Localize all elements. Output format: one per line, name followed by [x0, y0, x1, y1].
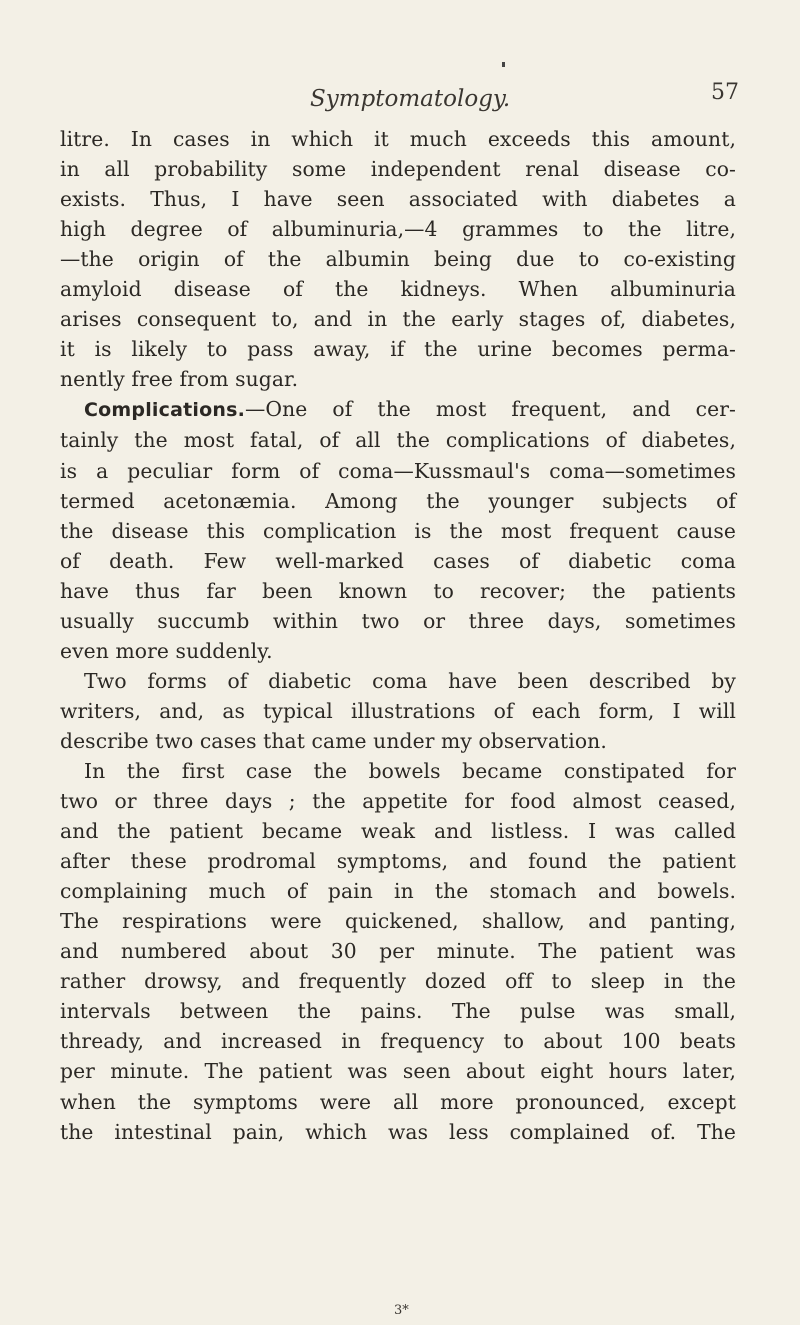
- body-text: [60, 124, 736, 1147]
- text-line: [60, 546, 736, 576]
- text-line: [60, 394, 736, 425]
- text-line: [60, 1087, 736, 1117]
- line-text: tainly the most fatal, of all the complications of diabetes,: [60, 428, 736, 453]
- line-text: litre. In cases in which it much exceeds this amount,: [60, 127, 736, 151]
- line-text: amyloid disease of the kidneys. When albuminuria: [60, 277, 736, 302]
- line-text: it is likely to pass away, if the urine becomes perma-: [60, 337, 736, 362]
- line-text: two or three days ; the appetite for food almost ceased,: [60, 789, 736, 814]
- text-line: [60, 876, 736, 906]
- line-text: intervals between the pains. The pulse was small,: [60, 999, 736, 1024]
- print-mark: [502, 62, 505, 67]
- text-line: [60, 606, 736, 636]
- text-line: [60, 214, 736, 244]
- line-text: writers, and, as typical illustrations of each form, I will: [60, 698, 736, 723]
- line-text: thready, and increased in frequency to about 100 beats: [60, 1029, 736, 1054]
- text-line: [60, 996, 736, 1026]
- line-text: usually succumb within two or three days, sometimes: [60, 608, 736, 633]
- text-line: [60, 906, 736, 936]
- line-text: and the patient became weak and listless. I was called: [60, 819, 736, 844]
- line-text: have thus far been known to recover; the patients: [60, 578, 736, 603]
- page-header: [0, 80, 800, 116]
- line-text: after these prodromal symptoms, and found the patient: [60, 849, 736, 874]
- text-line: [60, 304, 736, 334]
- line-text: and numbered about 30 per minute. The patient was: [60, 939, 736, 964]
- line-text: of death. Few well-marked cases of diabetic coma: [60, 548, 736, 573]
- line-text: when the symptoms were all more pronounced, except: [60, 1089, 736, 1114]
- line-text: high degree of albuminuria,—4 grammes to the litre,: [60, 217, 736, 242]
- line-text: describe two cases that came under my observation.: [60, 728, 607, 753]
- line-text: nently free from sugar.: [60, 367, 299, 392]
- text-line: [60, 966, 736, 996]
- text-line: [60, 364, 736, 394]
- line-text: even more suddenly.: [60, 638, 273, 663]
- text-line: [60, 184, 736, 214]
- text-line: [60, 816, 736, 846]
- line-text: in all probability some independent renal disease co-: [60, 157, 736, 182]
- text-line: [60, 666, 736, 696]
- text-line: [60, 334, 736, 364]
- text-line: [60, 726, 736, 756]
- section-heading: Complications.: [84, 399, 246, 422]
- line-text: per minute. The patient was seen about eight hours later,: [60, 1059, 736, 1084]
- text-line: [60, 576, 736, 606]
- text-line: [60, 244, 736, 274]
- text-line: [60, 756, 736, 786]
- text-line: [60, 425, 736, 455]
- text-line: [60, 786, 736, 816]
- text-line: [60, 846, 736, 876]
- line-text: exists. Thus, I have seen associated with diabetes a: [60, 187, 736, 212]
- line-text: —the origin of the albumin being due to co-existing: [60, 247, 736, 272]
- line-text: is a peculiar form of coma—Kussmaul's coma—sometimes: [60, 458, 736, 483]
- running-head: Symptomatology.: [310, 86, 511, 112]
- line-text: In the first case the bowels became constipated for: [84, 758, 736, 783]
- text-line: [60, 936, 736, 966]
- text-line: [60, 1026, 736, 1056]
- text-line: [60, 124, 736, 154]
- page-number: 57: [711, 80, 739, 105]
- text-line: [60, 1117, 736, 1147]
- line-text: arises consequent to, and in the early stages of, diabetes,: [60, 307, 736, 332]
- line-text: The respirations were quickened, shallow, and panting,: [60, 909, 736, 934]
- line-text: Two forms of diabetic coma have been described by: [84, 668, 736, 693]
- text-line: [60, 456, 736, 486]
- line-text: the intestinal pain, which was less complained of. The: [60, 1119, 736, 1144]
- text-line: [60, 154, 736, 184]
- line-text: rather drowsy, and frequently dozed off to sleep in the: [60, 969, 736, 994]
- line-text: —One of the most frequent, and cer-: [245, 397, 736, 422]
- text-line: [60, 516, 736, 546]
- text-line: [60, 486, 736, 516]
- line-text: complaining much of pain in the stomach and bowels.: [60, 879, 736, 904]
- text-line: [60, 1056, 736, 1086]
- text-line: [60, 636, 736, 666]
- text-line: [60, 274, 736, 304]
- line-text: termed acetonæmia. Among the younger subjects of: [60, 488, 736, 513]
- text-line: [60, 696, 736, 726]
- signature-mark: 3*: [394, 1303, 409, 1318]
- line-text: the disease this complication is the most frequent cause: [60, 518, 736, 543]
